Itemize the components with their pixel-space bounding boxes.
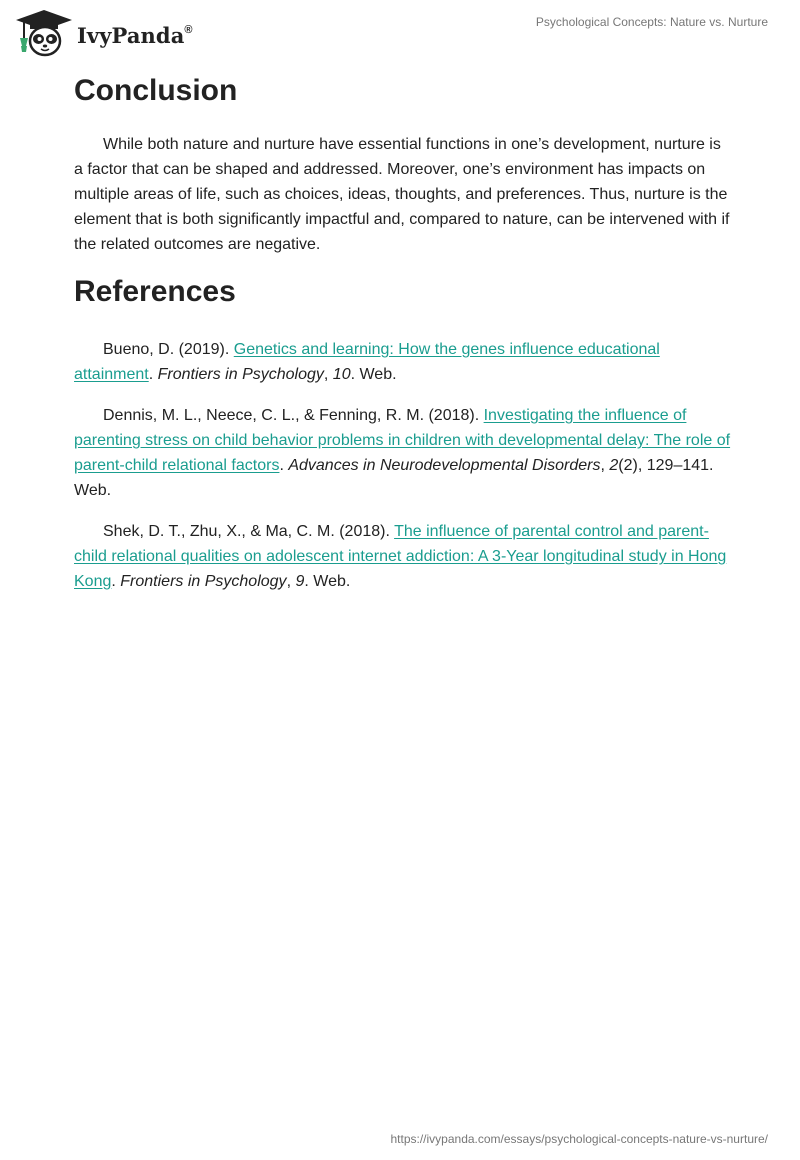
reference-separator: . bbox=[111, 573, 121, 590]
footer-url[interactable]: https://ivypanda.com/essays/psychological-concepts-nature-vs-nurture/ bbox=[390, 1132, 768, 1146]
references-list bbox=[74, 337, 734, 594]
reference-journal: Frontiers in Psychology bbox=[120, 573, 287, 590]
document-body bbox=[74, 72, 734, 610]
references-section bbox=[74, 273, 734, 594]
reference-item bbox=[74, 519, 734, 594]
reference-item bbox=[74, 337, 734, 387]
reference-separator: , bbox=[323, 366, 333, 383]
reference-rest: . Web. bbox=[304, 573, 351, 590]
brand-name: IvyPanda® bbox=[77, 22, 193, 48]
reference-separator: . bbox=[148, 366, 158, 383]
reference-separator: . bbox=[279, 457, 289, 474]
reference-title-link[interactable]: Investigating the influence of parenting stress on child behavior problems in children with developmental delay: The role of parent-child relational factors bbox=[74, 407, 731, 474]
ivypanda-logo[interactable] bbox=[14, 8, 193, 58]
reference-separator: , bbox=[286, 573, 296, 590]
reference-title-link[interactable]: Genetics and learning: How the genes influence educational attainment bbox=[74, 341, 660, 383]
conclusion-section bbox=[74, 72, 734, 257]
panda-graduation-cap-icon bbox=[14, 8, 74, 58]
reference-volume: 2 bbox=[609, 457, 619, 474]
reference-rest: . Web. bbox=[350, 366, 397, 383]
reference-authors: Shek, D. T., Zhu, X., & Ma, C. M. (2018). bbox=[103, 523, 395, 540]
reference-item bbox=[74, 403, 734, 503]
document-title: Psychological Concepts: Nature vs. Nurture bbox=[535, 15, 768, 29]
conclusion-paragraph: While both nature and nurture have essential functions in one’s development, nurture is a factor that can be shaped and addressed. Moreover, one’s environment has impacts on multiple areas of life, such as choices, ideas, thoughts, and preferences. Thus, nurture is the element that is both significantly impactful and, compared to nature, can be intervened with if the related outcomes are negative. bbox=[74, 136, 730, 253]
reference-authors: Bueno, D. (2019). bbox=[103, 341, 234, 358]
reference-authors: Dennis, M. L., Neece, C. L., & Fenning, R. M. (2018). bbox=[103, 407, 484, 424]
reference-volume: 9 bbox=[295, 573, 305, 590]
reference-journal: Frontiers in Psychology bbox=[157, 366, 324, 383]
reference-title-link[interactable]: The influence of parental control and parent-child relational qualities on adolescent internet addiction: A 3-Year longitudinal study in Hong Kong bbox=[74, 523, 727, 590]
conclusion-heading: Conclusion bbox=[74, 74, 238, 107]
reference-separator: , bbox=[600, 457, 610, 474]
reference-volume: 10 bbox=[332, 366, 351, 383]
references-heading: References bbox=[74, 275, 236, 308]
reference-journal: Advances in Neurodevelopmental Disorders bbox=[288, 457, 601, 474]
reference-rest: (2), 129–141. Web. bbox=[74, 457, 714, 499]
page-header bbox=[0, 0, 800, 64]
registered-mark: ® bbox=[184, 23, 193, 36]
